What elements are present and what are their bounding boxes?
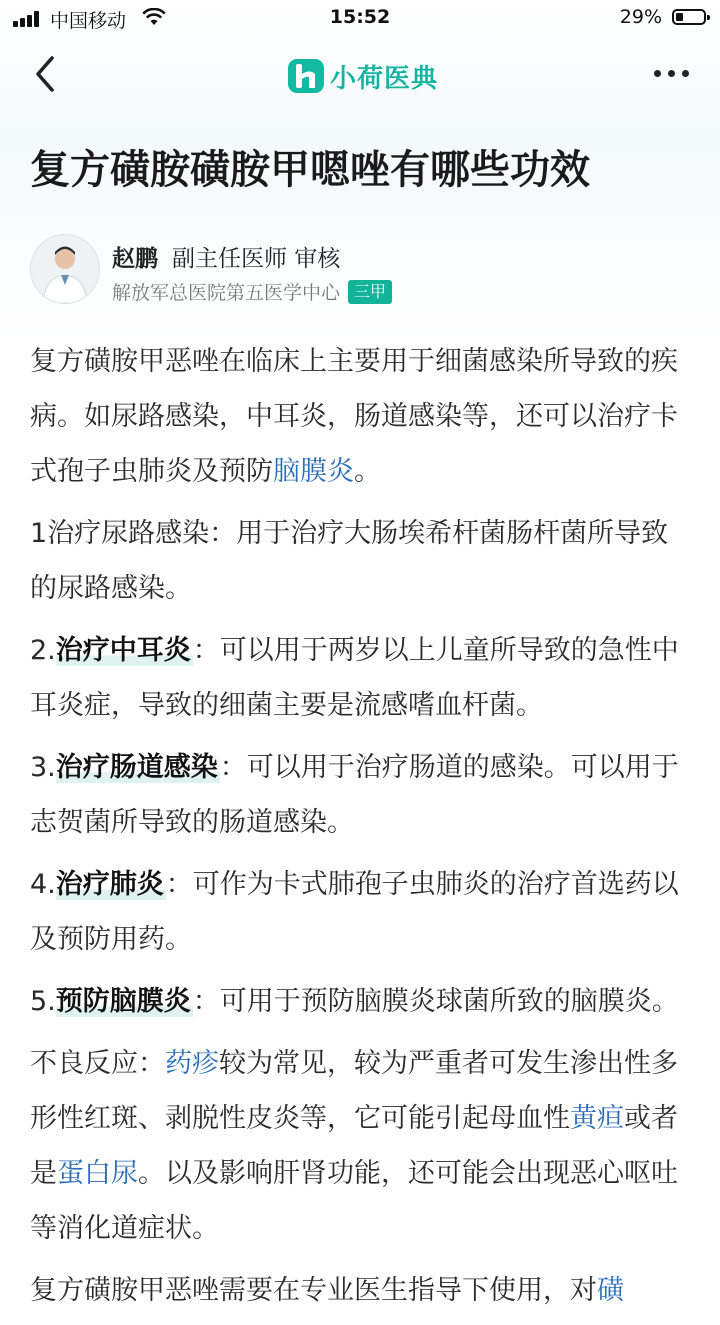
doctor-avatar-icon: [31, 235, 99, 303]
link-jaundice[interactable]: 黄疸: [570, 1103, 624, 1134]
paragraph-intro: 复方磺胺甲恶唑在临床上主要用于细菌感染所导致的疾病。如尿路感染，中耳炎，肠道感染等，还可以治疗卡式孢子虫肺炎及预防脑膜炎。: [30, 346, 678, 487]
logo-text: 小荷医典: [330, 63, 439, 94]
hospital-level-badge: 三甲: [348, 280, 392, 304]
author-info: [112, 240, 340, 273]
highlight-term: 预防脑膜炎: [55, 986, 191, 1017]
battery-percent: 29%: [619, 6, 662, 28]
highlight-term: 治疗肠道感染: [55, 752, 218, 783]
carrier-label: 中国移动: [50, 10, 127, 32]
author-name: 赵鹏: [112, 246, 158, 272]
author-card[interactable]: [30, 232, 690, 312]
link-drug-rash[interactable]: 药疹: [165, 1048, 219, 1079]
highlight-term: 治疗中耳炎: [55, 635, 191, 666]
article-body: [30, 334, 690, 1325]
app-logo: [288, 56, 438, 96]
battery-icon: [672, 9, 706, 25]
article-title: 复方磺胺磺胺甲嗯唑有哪些功效: [30, 147, 590, 193]
paragraph-side-effects: 不良反应：药疹较为常见，较为严重者可发生渗出性多形性红斑、剥脱性皮炎等，它可能引起母血性黄疸或者是蛋白尿。以及影响肝肾功能，还可能会出现恶心呕吐等消化道症状。: [30, 1048, 678, 1244]
status-bar: [0, 0, 720, 36]
clock: 15:52: [329, 6, 391, 28]
paragraph-meningitis-prevention: 5.预防脑膜炎：可用于预防脑膜炎球菌所致的脑膜炎。: [30, 986, 679, 1017]
back-button[interactable]: [30, 52, 64, 96]
paragraph-usage: 复方磺胺甲恶唑需要在专业医生指导下使用，对磺: [30, 1275, 624, 1306]
nav-bar: [0, 40, 720, 108]
author-role: 副主任医师 审核: [172, 246, 341, 272]
hospital-name: 解放军总医院第五医学中心: [112, 282, 341, 304]
paragraph-uti: 1治疗尿路感染：用于治疗大肠埃希杆菌肠杆菌所导致的尿路感染。: [30, 518, 669, 604]
link-proteinuria[interactable]: 蛋白尿: [57, 1158, 138, 1189]
hospital-info: [112, 278, 392, 305]
paragraph-otitis: 2.治疗中耳炎：可以用于两岁以上儿童所导致的急性中耳炎症，导致的细菌主要是流感嗜血杆菌。: [30, 635, 679, 721]
more-button[interactable]: [654, 68, 690, 78]
logo-mark-icon: [288, 59, 324, 93]
paragraph-intestinal: 3.治疗肠道感染：可以用于治疗肠道的感染。可以用于志贺菌所导致的肠道感染。: [30, 752, 679, 838]
highlight-term: 治疗肺炎: [55, 869, 164, 900]
link-meningitis[interactable]: 脑膜炎: [273, 456, 354, 487]
paragraph-pneumonia: 4.治疗肺炎：可作为卡式肺孢子虫肺炎的治疗首选药以及预防用药。: [30, 869, 679, 955]
avatar[interactable]: [30, 234, 100, 304]
link-sulfa[interactable]: 磺: [597, 1275, 624, 1306]
